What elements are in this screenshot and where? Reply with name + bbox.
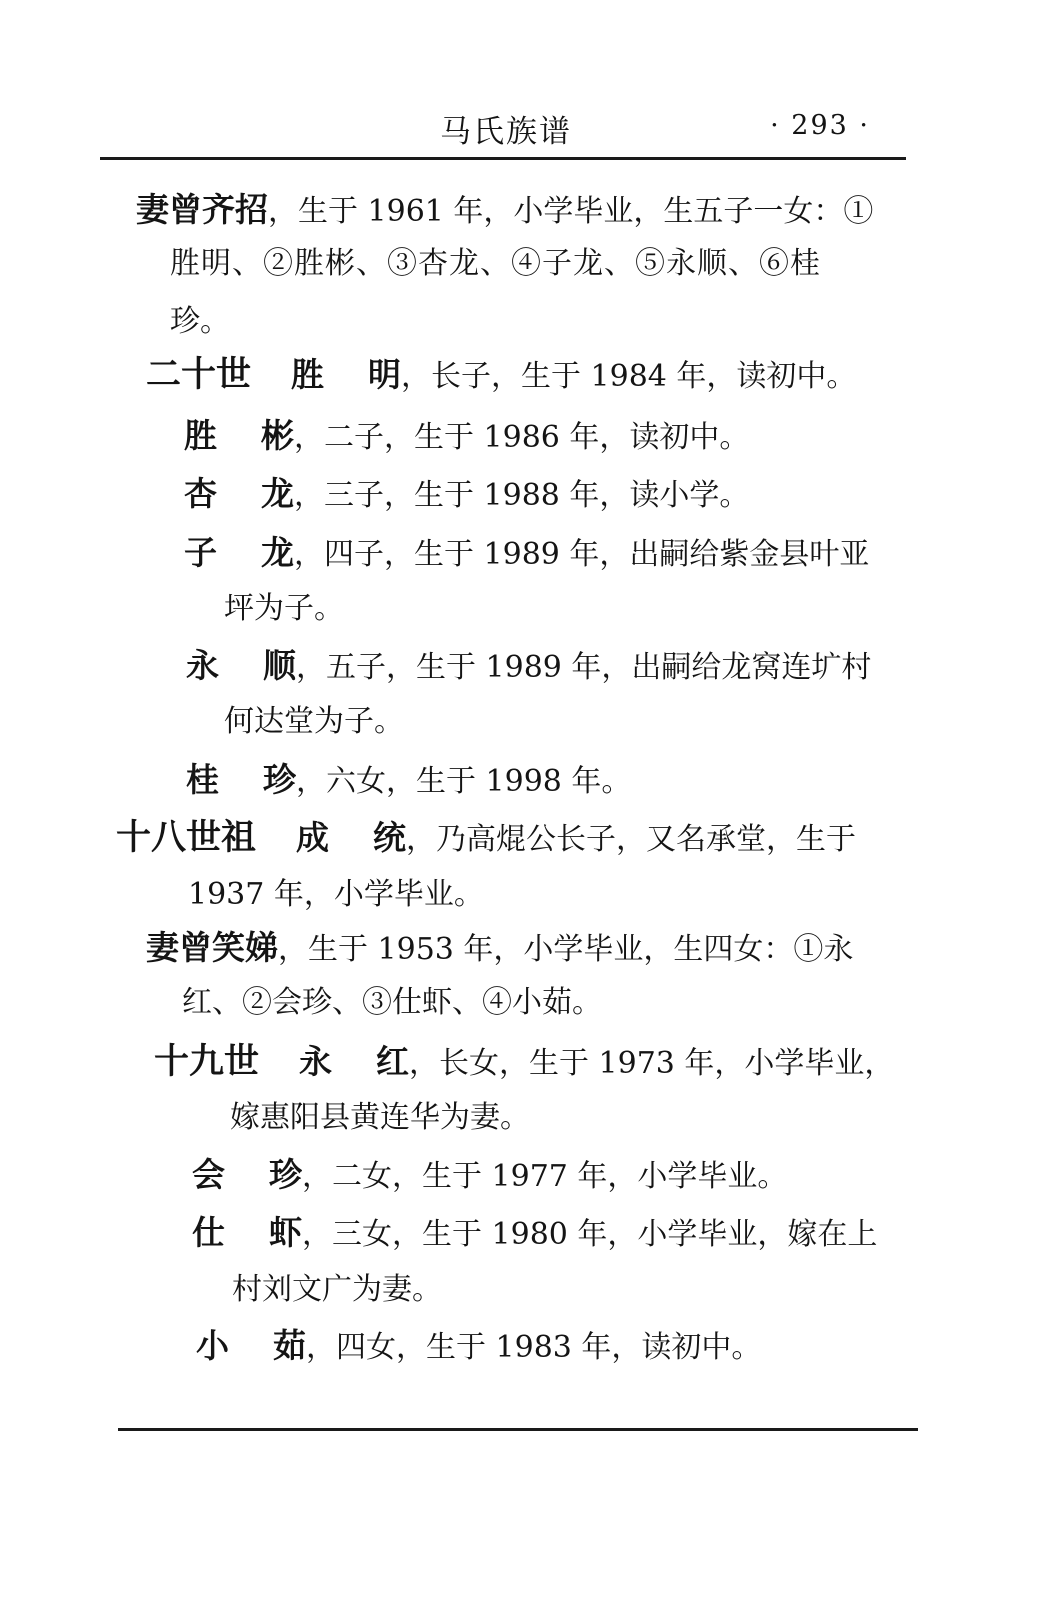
entry-line: [146, 355, 856, 397]
entry-continuation: 胜明、②胜彬、③杏龙、④子龙、⑤永顺、⑥桂: [170, 246, 821, 281]
entry-text: ，四女，生于 1983 年，读初中。: [306, 1330, 762, 1365]
entry-line: [154, 1042, 894, 1084]
entry-continuation: 何达堂为子。: [224, 704, 404, 739]
entry-line: [184, 533, 869, 575]
entry-line: [116, 818, 856, 860]
entry-name: 虾: [269, 1213, 302, 1252]
entry-text: ，长子，生于 1984 年，读初中。: [401, 359, 857, 394]
entry-name: 桂: [186, 760, 219, 799]
entry-line: [192, 1213, 877, 1255]
entry-text: ，三女，生于 1980 年，小学毕业，嫁在上: [302, 1217, 878, 1252]
entry-text: ，四子，生于 1989 年，出嗣给紫金县叶亚: [294, 537, 870, 572]
header-rule: [100, 157, 906, 160]
entry-name: 成: [296, 818, 330, 857]
entry-name: 杏: [184, 474, 217, 513]
entry-name: 妻曾笑娣: [146, 928, 278, 967]
entry-text: ，三子，生于 1988 年，读小学。: [294, 478, 750, 513]
entry-name: 统: [373, 818, 407, 857]
entry-text: ，五子，生于 1989 年，出嗣给龙窝连圹村: [296, 650, 872, 685]
entry-text: ，二女，生于 1977 年，小学毕业。: [302, 1159, 788, 1194]
entry-name: 龙: [261, 533, 294, 572]
footer-rule: [118, 1428, 918, 1431]
entry-name: 茹: [273, 1326, 306, 1365]
entry-name: 会: [192, 1155, 225, 1194]
entry-text: ，二子，生于 1986 年，读初中。: [294, 420, 750, 455]
entry-line: [186, 646, 871, 688]
entry-name: 永: [299, 1042, 333, 1081]
entry-name: 小: [196, 1326, 229, 1365]
entry-name: 彬: [261, 416, 294, 455]
page-number: · 293 ·: [770, 110, 870, 141]
book-title: 马氏族谱: [440, 114, 572, 150]
entry-name: 龙: [261, 474, 294, 513]
entry-line: [184, 474, 749, 516]
entry-line: [196, 1326, 761, 1368]
entry-name: 红: [376, 1042, 410, 1081]
entry-continuation: 珍。: [170, 304, 230, 339]
entry-text: ，六女，生于 1998 年。: [296, 764, 632, 799]
entry-continuation: 坪为子。: [224, 591, 344, 626]
entry-line: [186, 760, 631, 802]
entry-continuation: 嫁惠阳县黄连华为妻。: [230, 1100, 530, 1135]
entry-line: [136, 190, 873, 232]
entry-continuation: 村刘文广为妻。: [232, 1272, 442, 1307]
entry-continuation: 1937 年，小学毕业。: [188, 877, 484, 912]
generation-label: 十九世: [154, 1042, 260, 1082]
generation-label: 十八世祖: [116, 818, 257, 858]
entry-name: 珍: [263, 760, 296, 799]
entry-text: ，生于 1961 年，小学毕业，生五子一女：①: [268, 194, 874, 229]
entry-name: 妻曾齐招: [136, 190, 268, 229]
entry-continuation: 红、②会珍、③仕虾、④小茹。: [182, 985, 602, 1020]
entry-name: 胜: [184, 416, 217, 455]
entry-name: 永: [186, 646, 219, 685]
generation-label: 二十世: [146, 355, 252, 395]
running-header: [100, 100, 906, 160]
entry-name: 明: [368, 355, 402, 394]
entry-name: 珍: [269, 1155, 302, 1194]
entry-text: ，乃高焜公长子，又名承堂，生于: [406, 822, 857, 857]
entry-line: [192, 1155, 787, 1197]
entry-text: ，长女，生于 1973 年，小学毕业，: [409, 1046, 895, 1081]
entry-name: 子: [184, 533, 217, 572]
entry-line: [146, 928, 853, 970]
entry-name: 胜: [291, 355, 325, 394]
entry-text: ，生于 1953 年，小学毕业，生四女：①永: [278, 932, 854, 967]
entry-name: 顺: [263, 646, 296, 685]
entry-line: [184, 416, 749, 458]
entry-name: 仕: [192, 1213, 225, 1252]
